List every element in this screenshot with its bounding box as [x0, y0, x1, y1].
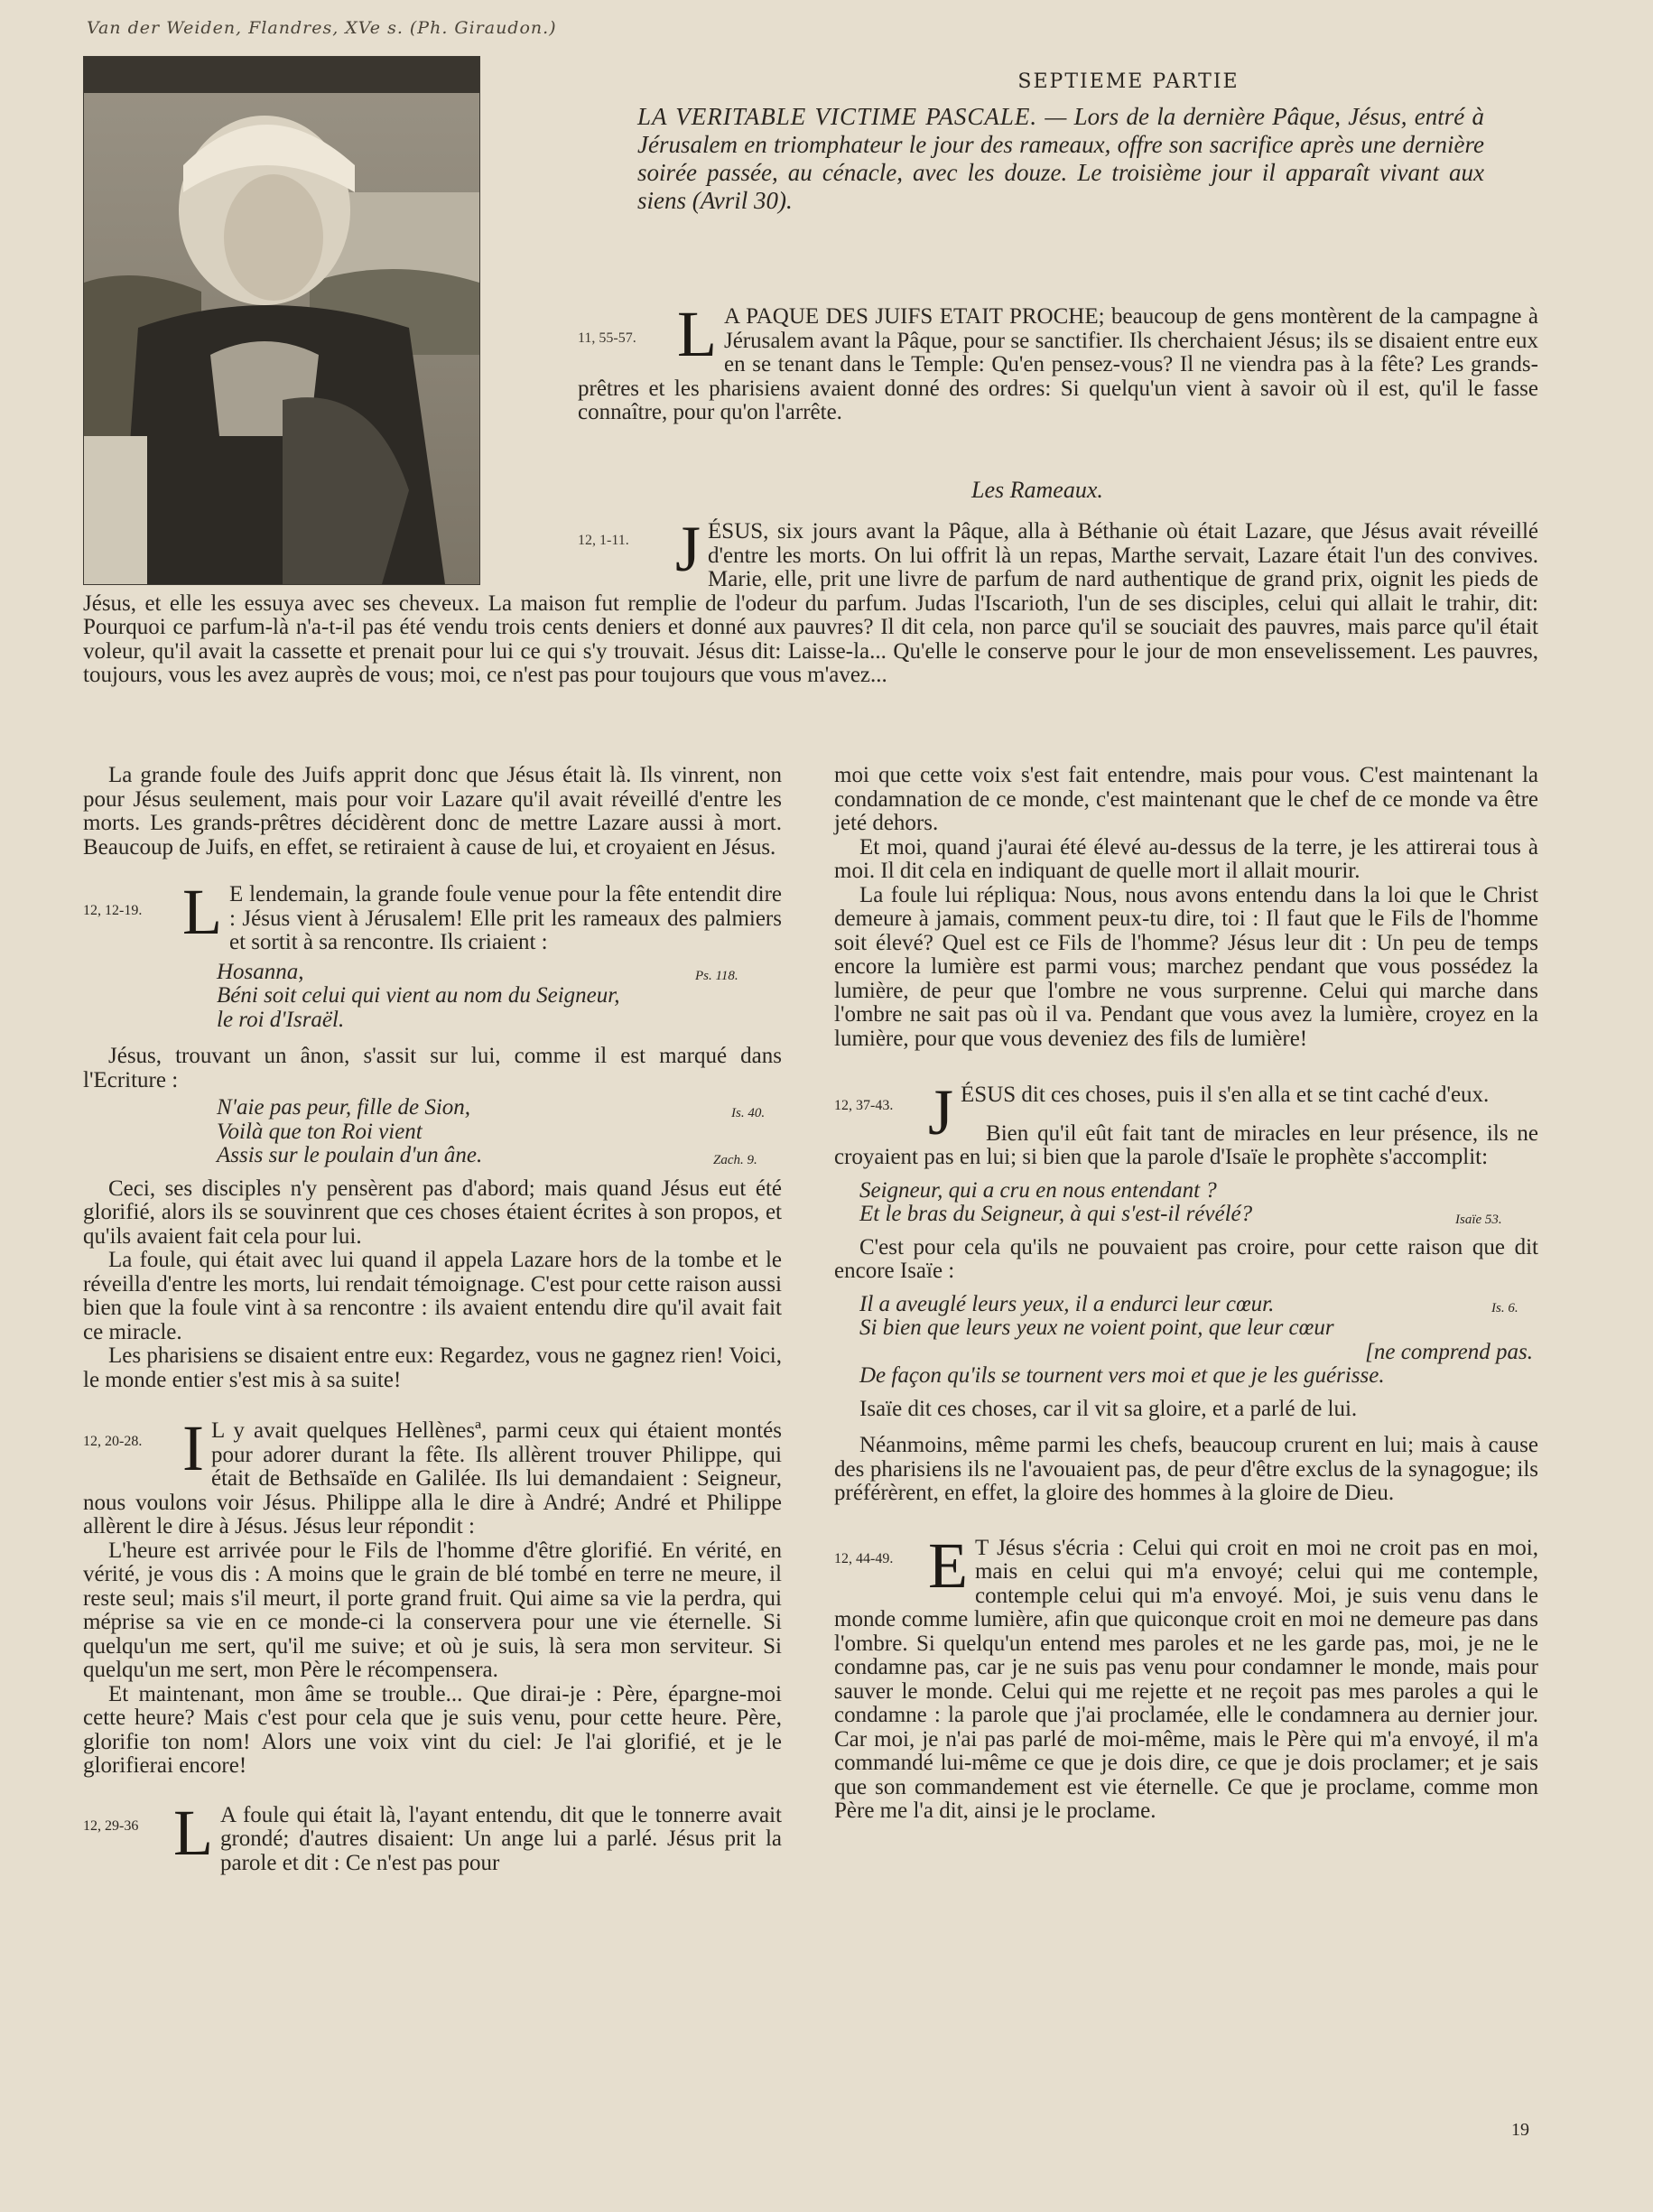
dropcap: L: [173, 1796, 213, 1869]
paragraph-eleve: Et moi, quand j'aurai été élevé au-dessus de la terre, je les attirerai tous à moi. Il dit cela en indiquant de quelle mort il allait mourir.: [834, 834, 1538, 883]
verse-ref: Is. 40.: [731, 1106, 766, 1120]
ref-12-29: 12, 29-36: [83, 1817, 139, 1834]
paragraph-text: A foule qui était là, l'ayant entendu, dit que le tonnerre avait grondé; d'autres disaient: Un ange lui a parlé. Jésus prit la parole et dit : Ce n'est pas pour: [219, 1802, 782, 1875]
paragraph-voix: moi que cette voix s'est fait entendre, mais pour vous. C'est maintenant la condamnation de ce monde, c'est maintenant que le chef de ce monde va être jeté dehors.: [834, 763, 1538, 835]
ref-12-44: 12, 44-49.: [834, 1550, 894, 1566]
photo-credit: Van der Weiden, Flandres, XVe s. (Ph. Giraudon.): [87, 18, 557, 38]
verse-line: N'aie pas peur, fille de Sion,: [217, 1095, 471, 1120]
page-number: 19: [1511, 2120, 1529, 2140]
ref-12-1: 12, 1-11.: [578, 533, 629, 548]
paragraph-bethanie: [83, 513, 1538, 688]
dropcap: L: [182, 876, 222, 948]
paragraph-neanmoins: Néanmoins, même parmi les chefs, beaucoup crurent en lui; mais à cause des pharisiens ils ne l'avouaient pas, de peur d'être exclus de la synagogue; ils préférèrent, en effet, la gloire des hommes à la gloire de Dieu.: [834, 1433, 1538, 1505]
paragraph-tonnerre: [83, 1796, 782, 1876]
ref-12-12: 12, 12-19.: [83, 903, 143, 918]
verse-ref: Is. 6.: [1491, 1300, 1518, 1315]
paragraph-text: ÉSUS, six jours avant la Pâque, alla à Béthanie où était Lazare, que Jésus avait réveillé d'entre les morts. On lui offrit là un repas, Marthe servait, Lazare était l'un des convives. Marie, elle, prit une livre de parfum de nard authentique de grand prix, oignit les pieds de Jésus, et elle les essuya avec ses cheveux. La maison fut remplie de l'odeur du parfum. Judas l'Iscarioth, l'un de ses disciples, celui qui allait le trahir, dit: Pourquoi ce parfum-là n'a-t-il pas été vendu trois cents deniers et donné aux pauvres? Il dit cela, non parce qu'il se souciait des pauvres, mais parce qu'il était voleur, qu'il avait la cassette et prenait pour lui ce qui s'y trouvait. Jésus dit: Laisse-la... Qu'elle le conserve pour le jour de mon ensevelissement. Les pauvres, toujours, vous les avez auprès de vous; moi, ce n'est pas pour toujours que vous m'avez...: [83, 519, 1538, 687]
painting-image: [84, 57, 479, 584]
paragraph-miracles: Bien qu'il eût fait tant de miracles en leur présence, ils ne croyaient pas en lui; si bien que la parole d'Isaïe le prophète s'accomplit:: [834, 1120, 1538, 1169]
paragraph-text: L y avait quelques Hellènesª, parmi ceux qui étaient montés pour adorer durant la fête. Ils allèrent trouver Philippe, qui était de Bethsaïde en Galilée. Ils lui demandaient : Seigneur, nous voulons voir Jésus. Philippe alla le dire à André; André et Philippe allèrent le dire à Jésus. Jésus leur répondit :: [83, 1418, 782, 1538]
ref-12-37: 12, 37-43.: [834, 1098, 894, 1113]
paragraph-heure: L'heure est arrivée pour le Fils de l'homme d'être glorifié. En vérité, en vérité, je vous dis : A moins que le grain de blé tombé en terre ne meure, il reste seul; mais s'il meurt, il porte grand fruit. Qui aime sa vie la perdra, qui méprise sa vie en ce monde-ci la conservera pour une vie éternelle. Si quelqu'un me sert, qu'il me suive; et où je suis, là sera mon serviteur. Si quelqu'un me sert, mon Père le récompensera.: [83, 1538, 782, 1682]
verse-line: Béni soit celui qui vient au nom du Seigneur,: [217, 983, 620, 1008]
paragraph-lendemain: [83, 876, 782, 955]
verse-line: Et le bras du Seigneur, à qui s'est-il révélé?: [859, 1202, 1253, 1226]
verse-hosanna: [217, 961, 782, 1033]
right-column: [834, 764, 1538, 1824]
paragraph-foule: La grande foule des Juifs apprit donc que Jésus était là. Ils vinrent, non pour Jésus seulement, mais pour voir Lazare qu'il avait réveillé d'entre les morts. Les grands-prêtres décidèrent donc de mettre Lazare aussi à mort. Beaucoup de Juifs, en effet, se retiraient à cause de lui, et croyaient en Jésus.: [83, 763, 782, 860]
verse-line: Hosanna,: [217, 959, 304, 984]
verse-line: Voilà que ton Roi vient: [217, 1119, 423, 1144]
paragraph-paque: [578, 298, 1538, 425]
verse-ref: Ps. 118.: [695, 968, 738, 983]
dropcap: I: [182, 1412, 204, 1484]
verse-line: [ne comprend pas.: [1365, 1339, 1533, 1364]
verse-sion: [217, 1096, 782, 1168]
part-title: SEPTIEME PARTIE: [1017, 70, 1240, 93]
paragraph-la-foule: La foule, qui était avec lui quand il appela Lazare hors de la tombe et le réveilla d'entre les morts, lui rendait témoignage. C'est pour cette raison aussi bien que la foule vint à sa rencontre : ils avaient entendu dire qu'il avait fait ce miracle.: [83, 1248, 782, 1344]
verse-seigneur: [859, 1179, 1538, 1227]
verse-ref: Isaïe 53.: [1455, 1212, 1502, 1227]
verse-line: Si bien que leurs yeux ne voient point, que leur cœur: [859, 1315, 1334, 1340]
intro-heading: LA VERITABLE VICTIME PASCALE.: [637, 103, 1038, 130]
verse-line: De façon qu'ils se tournent vers moi et que je les guérisse.: [859, 1363, 1385, 1388]
paragraph-ecria: [834, 1529, 1538, 1824]
ref-12-20: 12, 20-28.: [83, 1434, 143, 1449]
dropcap: E: [928, 1529, 968, 1602]
paragraph-ceci: Ceci, ses disciples n'y pensèrent pas d'abord; mais quand Jésus eut été glorifié, alors ils se souvinrent que ces choses étaient écrites à son propos, et qu'ils avaient fait cela pour lui.: [83, 1176, 782, 1249]
section-title: Les Rameaux.: [971, 477, 1103, 503]
paragraph-hellenes: [83, 1412, 782, 1539]
paragraph-replique: La foule lui répliqua: Nous, nous avons entendu dans la loi que le Christ demeure à jamais, comment peux-tu dire, toi : Il faut que le Fils de l'homme soit élevé? Quel est ce Fils de l'homme? Jésus leur dit : Un peu de temps encore la lumière est parmi vous; marchez pendant que vous possédez la lumière, de peur que l'ombre ne vous surprenne. Celui qui marche dans l'ombre ne sait pas où il va. Pendant que vous avez la lumière, croyez en la lumière, pour que vous deveniez des fils de lumière!: [834, 882, 1538, 1051]
paragraph-croire: C'est pour cela qu'ils ne pouvaient pas croire, pour cette raison que dit encore Isaïe :: [834, 1234, 1538, 1283]
verse-line: Il a aveuglé leurs yeux, il a endurci leur cœur.: [859, 1291, 1275, 1316]
verse-aveugle: [859, 1293, 1538, 1389]
paragraph-text: ÉSUS dit ces choses, puis il s'en alla et se tint caché d'eux.: [961, 1083, 1490, 1107]
verse-line: Assis sur le poulain d'un âne.: [217, 1143, 483, 1167]
dropcap: L: [677, 298, 717, 370]
paragraph-isaie: Isaïe dit ces choses, car il vit sa gloire, et a parlé de lui.: [859, 1396, 1358, 1421]
paragraph-anon: Jésus, trouvant un ânon, s'assit sur lui, comme il est marqué dans l'Ecriture :: [83, 1044, 782, 1092]
paragraph-ame: Et maintenant, mon âme se trouble... Que dirai-je : Père, épargne-moi cette heure? Mais c'est pour cela que je suis venu, pour cette heure. Père, glorifie ton nom! Alors une voix vint du ciel: Je l'ai glorifié, et je le glorifierai encore!: [83, 1681, 782, 1778]
verse-line: Seigneur, qui a cru en nous entendant ?: [859, 1177, 1217, 1203]
verse-ref: Zach. 9.: [713, 1153, 757, 1167]
paragraph-text: T Jésus s'écria : Celui qui croit en moi ne croit pas en moi, mais en celui qui m'a envoyé; celui qui me contemple, contemple celui qui m'a envoyé. Moi, je suis venu dans le monde comme lumière, afin que quiconque croit en moi ne demeure pas dans l'ombre. Si quelqu'un entend mes paroles et ne les garde pas, moi, je ne le condamne pas, car je ne suis pas venu pour condamner le monde, mais pour sauver le monde. Celui qui me rejette et ne reçoit pas mes paroles a qui le condamne : la parole que j'ai proclamée, elle le condamnera au dernier jour. Car moi, je n'ai pas parlé de moi-même, mais le Père qui m'a envoyé, il m'a commandé lui-même ce que je dois dire, ce que je dois proclamer; et je sais que son commandement est vie éternelle. Ce que je proclame, comme mon Père me l'a dit, ainsi je le proclame.: [834, 1535, 1538, 1823]
dropcap: J: [675, 513, 701, 585]
left-column: [83, 764, 782, 1875]
intro-summary: [637, 103, 1484, 215]
painting-illustration: [83, 56, 480, 585]
paragraph-text: A PAQUE DES JUIFS ETAIT PROCHE; beaucoup de gens montèrent de la campagne à Jérusalem avant la Pâque, pour se sanctifier. Ils cherchaient Jésus; ils se disaient entre eux en se tenant dans le Temple: Qu'en pensez-vous? Il ne viendra pas à la fête? Les grands-prêtres et les pharisiens avaient donné des ordres: Si quelqu'un vient à savoir où il est, qu'il le fasse connaître, pour qu'on l'arrête.: [578, 304, 1538, 424]
paragraph-text: E lendemain, la grande foule venue pour la fête entendit dire : Jésus vient à Jérusalem! Elle prit les rameaux des palmiers et sortit à sa rencontre. Ils criaient :: [228, 882, 782, 954]
ref-11-55: 11, 55-57.: [578, 330, 636, 346]
paragraph-pharisiens: Les pharisiens se disaient entre eux: Regardez, vous ne gagnez rien! Voici, le monde entier s'est mis à sa suite!: [83, 1343, 782, 1392]
intro-text: — Lors de la dernière Pâque, Jésus, entré à Jérusalem en triomphateur le jour des rameaux, offre son sacrifice après une dernière soirée passée, au cénacle, avec les douze. Le troisième jour il apparaît vivant aux siens (Avril 30).: [637, 103, 1484, 214]
verse-line: le roi d'Israël.: [217, 1007, 345, 1032]
dropcap: J: [928, 1076, 954, 1148]
